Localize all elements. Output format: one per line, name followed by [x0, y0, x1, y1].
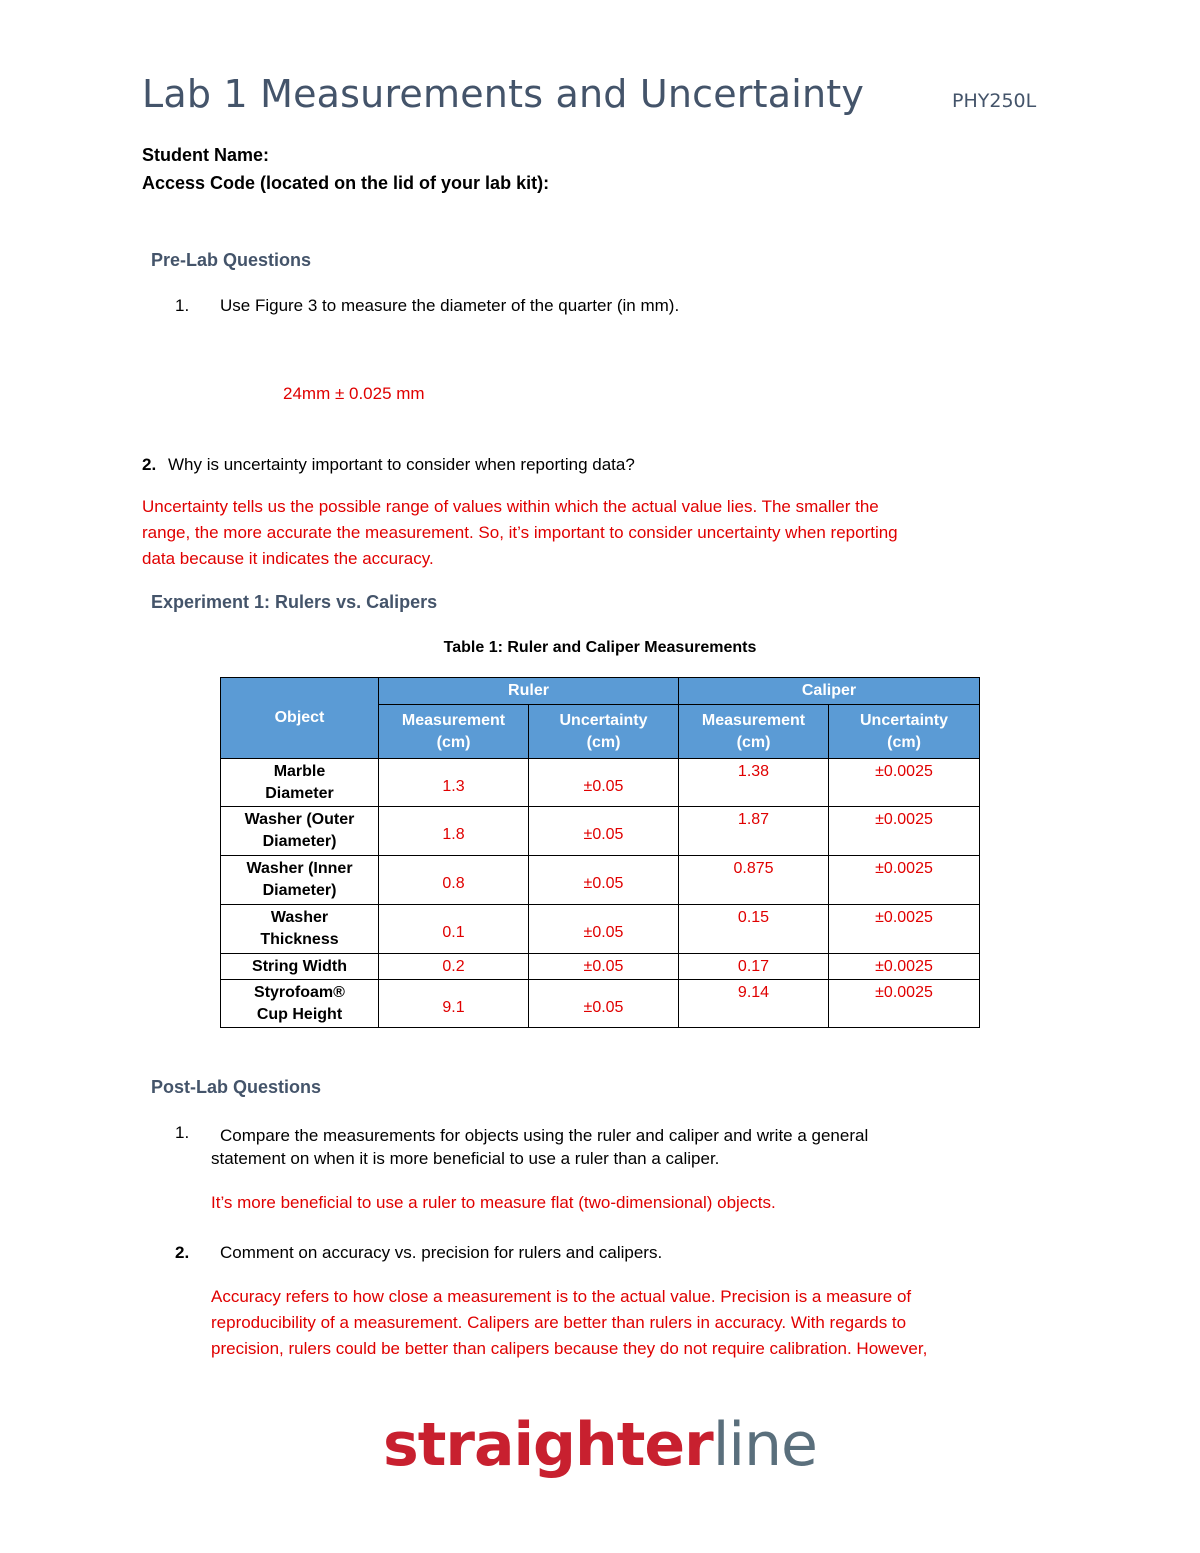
object-line: Thickness	[260, 931, 339, 948]
object-line: String Width	[252, 957, 347, 975]
caliper-uncertainty-cell: ±0.0025	[829, 759, 980, 807]
object-cell	[221, 954, 379, 980]
prelab-q2-text: Why is uncertainty important to consider when reporting data?	[168, 455, 635, 474]
answer-line: data because it indicates the accuracy.	[142, 549, 434, 568]
document-title: Lab 1 Measurements and Uncertainty	[142, 72, 865, 116]
col-header-caliper-measurement	[679, 705, 829, 759]
postlab-q2-number: 2.	[175, 1243, 190, 1262]
ruler-uncertainty-cell: ±0.05	[529, 980, 679, 1028]
postlab-q2-answer	[211, 1284, 927, 1362]
caliper-uncertainty-cell: ±0.0025	[829, 954, 980, 980]
postlab-heading: Post-Lab Questions	[151, 1077, 322, 1097]
col-header-caliper-uncertainty	[829, 705, 980, 759]
ruler-measurement-cell: 0.2	[379, 954, 529, 980]
col-header-ruler-uncertainty	[529, 705, 679, 759]
logo-text-secondary: line	[712, 1410, 817, 1480]
straighterline-logo	[0, 1410, 1200, 1480]
caliper-uncertainty-cell: ±0.0025	[829, 980, 980, 1028]
caliper-measurement-cell: 0.875	[679, 856, 829, 905]
caliper-uncertainty-cell: ±0.0025	[829, 905, 980, 954]
ruler-measurement-cell: 0.8	[379, 856, 529, 905]
object-line: Washer	[270, 909, 329, 926]
postlab-q1-answer: It’s more beneficial to use a ruler to measure flat (two-dimensional) objects.	[211, 1193, 776, 1212]
ruler-measurement-cell: 1.3	[379, 759, 529, 807]
ruler-measurement-cell: 1.8	[379, 807, 529, 856]
answer-line: range, the more accurate the measurement. So, it’s important to consider uncertainty when reporting	[142, 523, 898, 542]
question-line: Compare the measurements for objects using the ruler and caliper and write a general	[220, 1126, 869, 1145]
caliper-measurement-cell: 1.38	[679, 759, 829, 807]
object-line: Marble	[273, 762, 326, 780]
answer-line: Uncertainty tells us the possible range of values within which the actual value lies. The smaller the	[142, 497, 879, 516]
postlab-q1-text	[220, 1123, 868, 1149]
object-line: Styrofoam®	[254, 983, 345, 1001]
table-row	[221, 954, 980, 980]
experiment-heading: Experiment 1: Rulers vs. Calipers	[151, 592, 438, 612]
col-header-ruler-measurement	[379, 705, 529, 759]
object-cell	[221, 980, 379, 1028]
caliper-measurement-cell: 0.15	[679, 905, 829, 954]
postlab-q1-number: 1.	[175, 1123, 190, 1142]
table-row	[221, 980, 980, 1028]
table-row	[221, 905, 980, 954]
prelab-heading: Pre-Lab Questions	[151, 250, 312, 270]
prelab-q2-number: 2.	[142, 455, 157, 474]
prelab-q1-number: 1.	[175, 296, 190, 315]
answer-line: Accuracy refers to how close a measurement is to the actual value. Precision is a measure of	[211, 1287, 912, 1306]
object-cell	[221, 759, 379, 807]
header-line: (cm)	[736, 733, 771, 751]
col-header-object: Object	[221, 678, 379, 759]
header-line: Measurement	[401, 711, 506, 729]
course-code: PHY250L	[952, 90, 1037, 112]
col-group-caliper: Caliper	[679, 678, 980, 705]
header-line: (cm)	[586, 733, 621, 751]
ruler-uncertainty-cell: ±0.05	[529, 954, 679, 980]
header-line: (cm)	[887, 733, 921, 751]
object-cell	[221, 807, 379, 856]
prelab-q1-answer: 24mm ± 0.025 mm	[283, 384, 425, 403]
ruler-uncertainty-cell: ±0.05	[529, 856, 679, 905]
header-line: Uncertainty	[559, 711, 648, 729]
object-cell	[221, 905, 379, 954]
object-line: Washer (Inner	[246, 860, 353, 877]
header-line: (cm)	[436, 733, 471, 751]
caliper-measurement-cell: 0.17	[679, 954, 829, 980]
object-line: Diameter)	[262, 882, 337, 899]
postlab-q1-text-cont: statement on when it is more beneficial to use a ruler than a caliper.	[211, 1149, 720, 1168]
ruler-measurement-cell: 9.1	[379, 980, 529, 1028]
ruler-uncertainty-cell: ±0.05	[529, 807, 679, 856]
caliper-uncertainty-cell: ±0.0025	[829, 807, 980, 856]
table-caption: Table 1: Ruler and Caliper Measurements	[443, 639, 757, 656]
ruler-uncertainty-cell: ±0.05	[529, 759, 679, 807]
object-line: Diameter	[265, 784, 334, 802]
header-line: Measurement	[701, 711, 806, 729]
caliper-measurement-cell: 1.87	[679, 807, 829, 856]
ruler-uncertainty-cell: ±0.05	[529, 905, 679, 954]
table-row	[221, 759, 980, 807]
measurements-table	[220, 677, 980, 1028]
answer-line: reproducibility of a measurement. Calipers are better than rulers in accuracy. With regards to	[211, 1313, 907, 1332]
col-group-ruler: Ruler	[379, 678, 679, 705]
student-name-label: Student Name:	[142, 145, 270, 165]
logo-text-primary: straighter	[383, 1410, 713, 1480]
prelab-q1-text: Use Figure 3 to measure the diameter of the quarter (in mm).	[220, 296, 680, 315]
caliper-measurement-cell: 9.14	[679, 980, 829, 1028]
object-line: Washer (Outer	[244, 811, 355, 828]
object-line: Diameter)	[262, 833, 337, 850]
prelab-q2-answer	[142, 494, 898, 572]
object-line: Cup Height	[256, 1005, 343, 1023]
postlab-q2-text: Comment on accuracy vs. precision for rulers and calipers.	[220, 1243, 663, 1262]
caliper-uncertainty-cell: ±0.0025	[829, 856, 980, 905]
answer-line: precision, rulers could be better than calipers because they do not require calibration. However,	[211, 1339, 928, 1358]
table-row	[221, 856, 980, 905]
table-row	[221, 807, 980, 856]
access-code-label: Access Code (located on the lid of your lab kit):	[142, 173, 550, 193]
header-line: Uncertainty	[859, 711, 949, 729]
object-cell	[221, 856, 379, 905]
ruler-measurement-cell: 0.1	[379, 905, 529, 954]
